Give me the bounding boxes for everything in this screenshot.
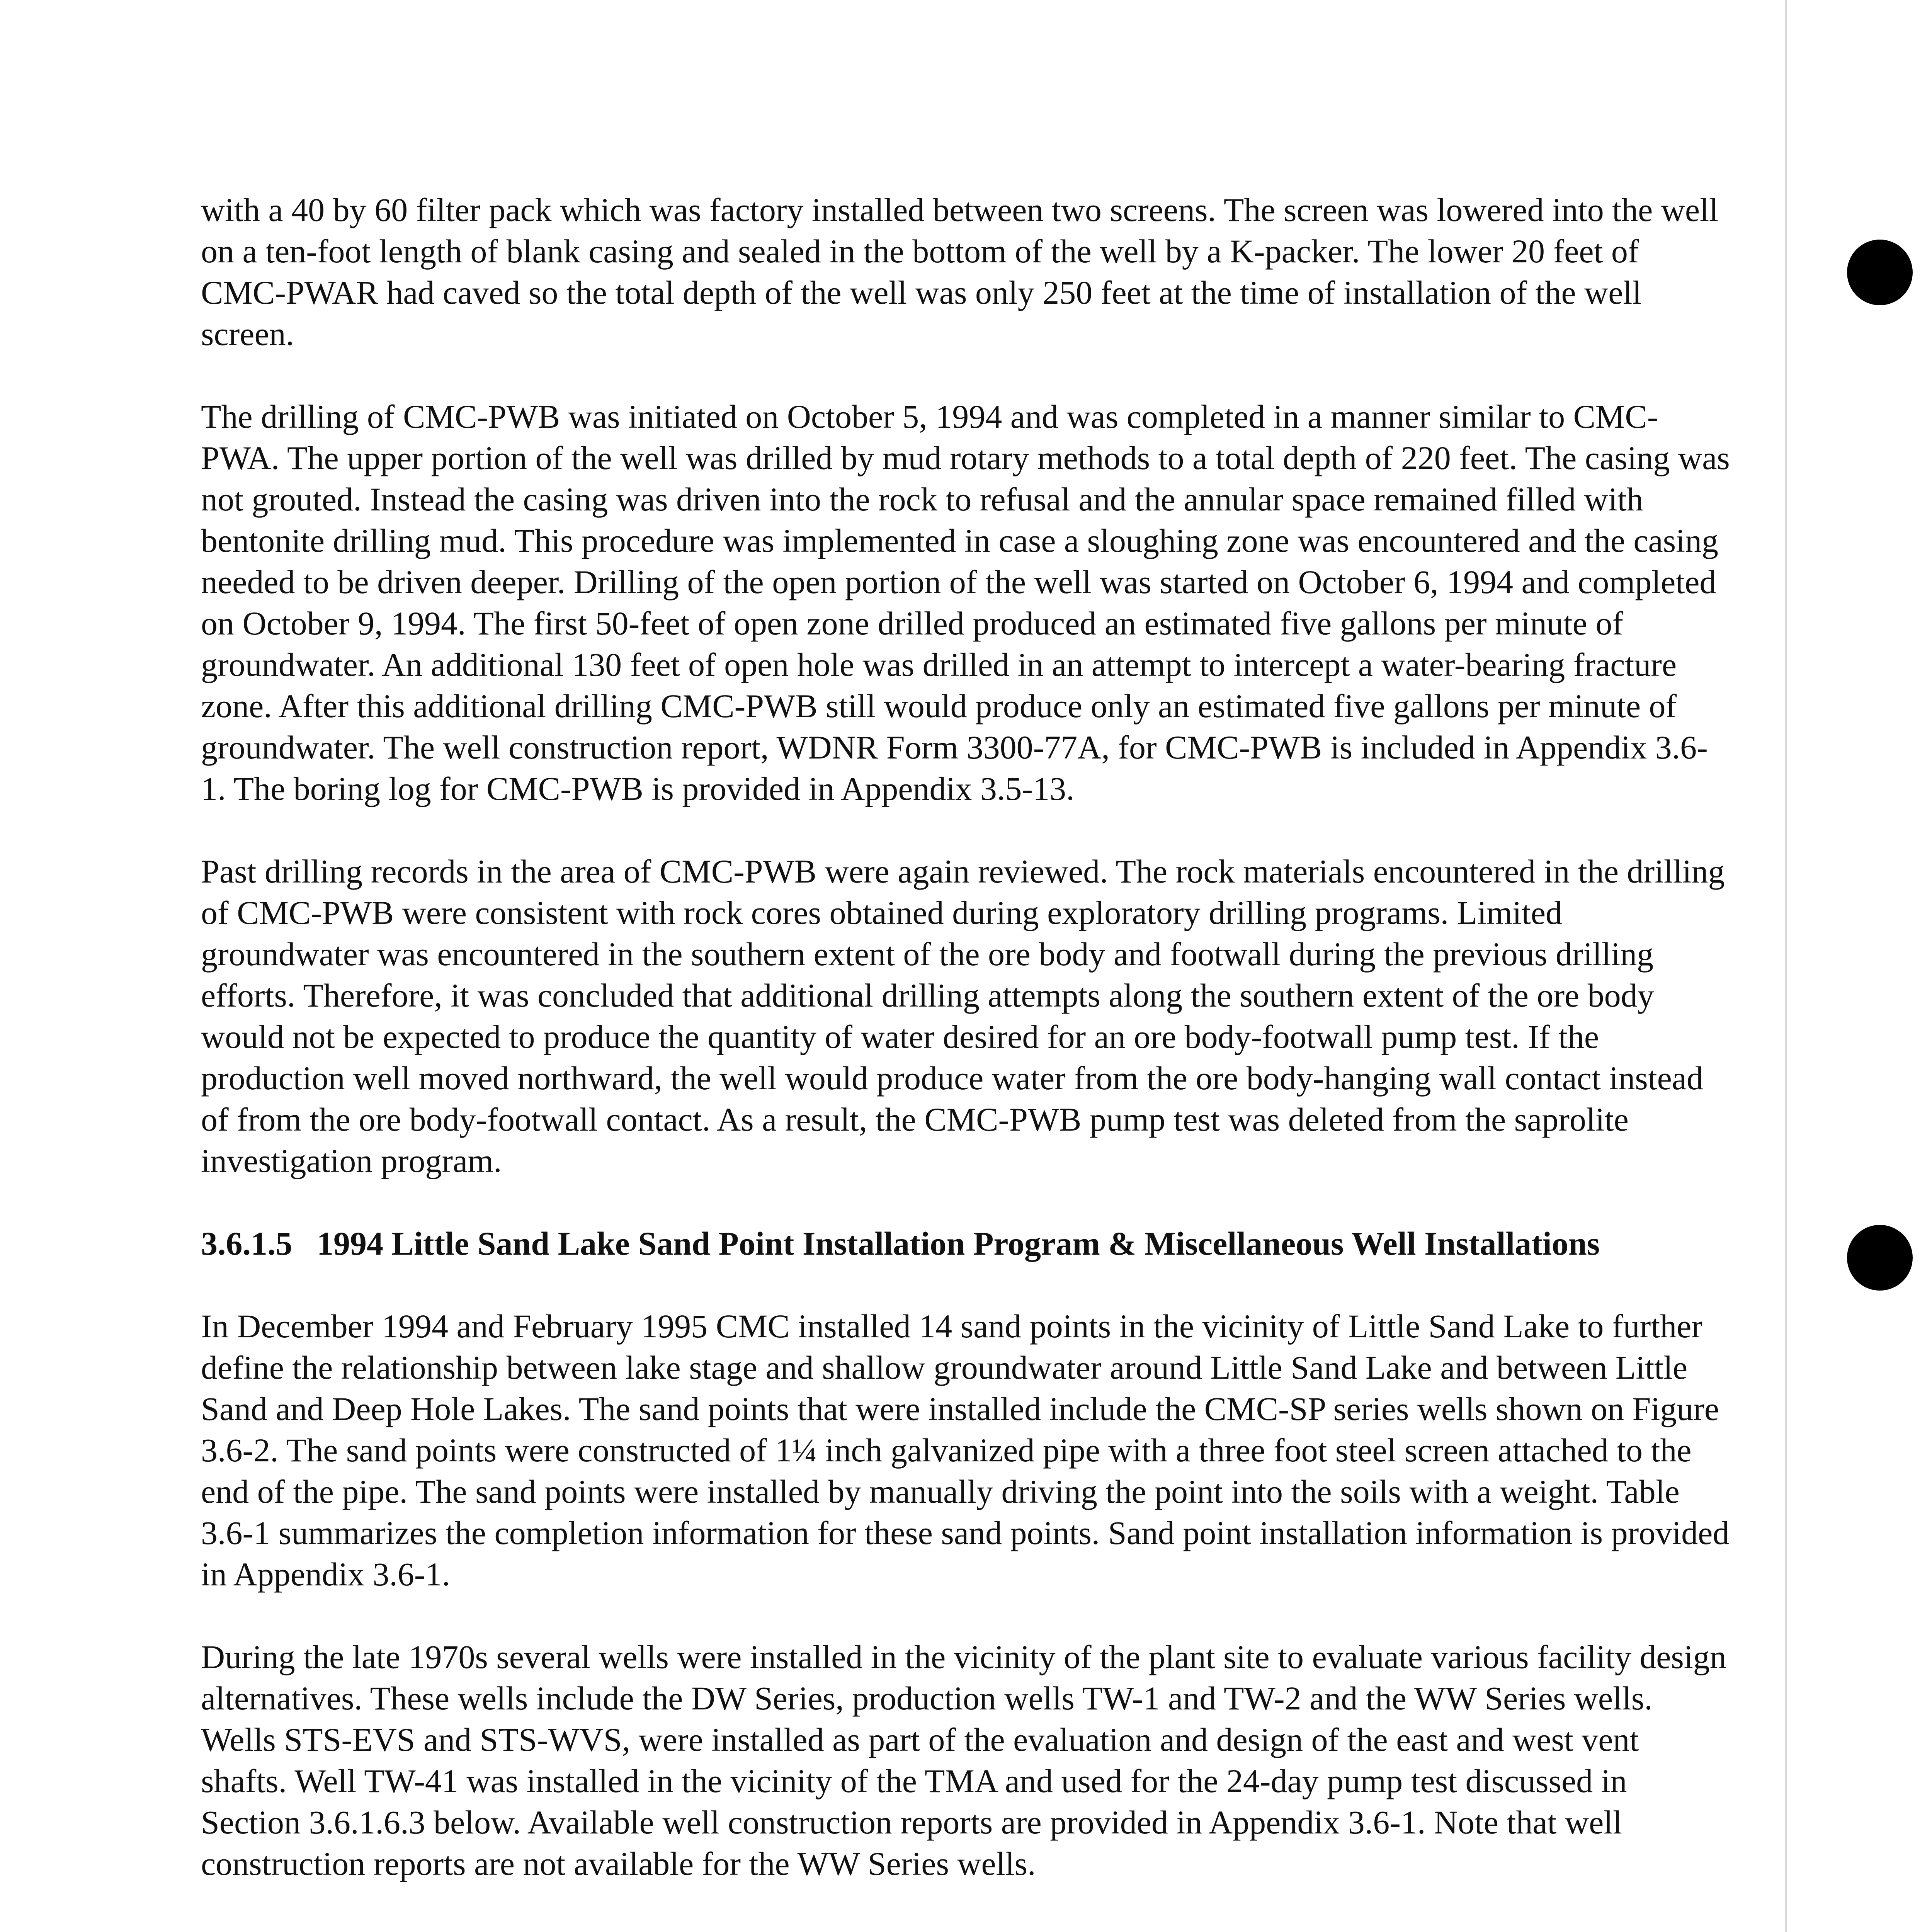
section-title: 1994 Little Sand Lake Sand Point Installation Program & Miscellaneous Well Installations: [317, 1225, 1600, 1262]
body-text: [201, 189, 1731, 1926]
paragraph-sand-points: In December 1994 and February 1995 CMC installed 14 sand points in the vicinity of Little Sand Lake to further define the relationship between lake stage and shallow groundwater around Little Sand Lake and between Little Sand and Deep Hole Lakes. The sand points that were installed include the CMC-SP series wells shown on Figure 3.6-2. The sand points were constructed of 1¼ inch galvanized pipe with a three foot steel screen attached to the end of the pipe. The sand points were installed by manually driving the point into the soils with a weight. Table 3.6-1 summarizes the completion information for these sand points. Sand point installation information is provided in Appendix 3.6-1.: [201, 1308, 1730, 1593]
section-heading: [201, 1223, 1731, 1264]
paragraph-filter-pack: with a 40 by 60 filter pack which was factory installed between two screens. The screen was lowered into the well on a ten-foot length of blank casing and sealed in the bottom of the well by a K-packer. The lower 20 feet of CMC-PWAR had caved so the total depth of the well was only 250 feet at the time of installation of the well screen.: [201, 191, 1718, 352]
section-number: 3.6.1.5: [201, 1225, 293, 1262]
paragraph-late-1970s-wells: During the late 1970s several wells were installed in the vicinity of the plant site to evaluate various facility design alternatives. These wells include the DW Series, production wells TW-1 and TW-2 and the WW Series wells. Wells STS-EVS and STS-WVS, were installed as part of the evaluation and design of the east and west vent shafts. Well TW-41 was installed in the vicinity of the TMA and used for the 24-day pump test discussed in Section 3.6.1.6.3 below. Available well construction reports are provided in Appendix 3.6-1. Note that well construction reports are not available for the WW Series wells.: [201, 1638, 1726, 1882]
binder-hole-middle: [1847, 1225, 1913, 1291]
paragraph-cmc-pwb-drilling: The drilling of CMC-PWB was initiated on October 5, 1994 and was completed in a manner similar to CMC-PWA. The upper portion of the well was drilled by mud rotary methods to a total depth of 220 feet. The casing was not grouted. Instead the casing was driven into the rock to refusal and the annular space remained filled with bentonite drilling mud. This procedure was implemented in case a sloughing zone was encountered and the casing needed to be driven deeper. Drilling of the open portion of the well was started on October 6, 1994 and completed on October 9, 1994. The first 50-feet of open zone drilled produced an estimated five gallons per minute of groundwater. An additional 130 feet of open hole was drilled in an attempt to intercept a water-bearing fracture zone. After this additional drilling CMC-PWB still would produce only an estimated five gallons per minute of groundwater. The well construction report, WDNR Form 3300-77A, for CMC-PWB is included in Appendix 3.6-1. The boring log for CMC-PWB is provided in Appendix 3.5-13.: [201, 398, 1730, 807]
binder-hole-top: [1847, 240, 1913, 305]
paragraph-drilling-records: Past drilling records in the area of CMC-PWB were again reviewed. The rock materials encountered in the drilling of CMC-PWB were consistent with rock cores obtained during exploratory drilling programs. Limited groundwater was encountered in the southern extent of the ore body and footwall during the previous drilling efforts. Therefore, it was concluded that additional drilling attempts along the southern extent of the ore body would not be expected to produce the quantity of water desired for an ore body-footwall pump test. If the production well moved northward, the well would produce water from the ore body-hanging wall contact instead of from the ore body-footwall contact. As a result, the CMC-PWB pump test was deleted from the saprolite investigation program.: [201, 853, 1725, 1179]
scan-edge-line: [1785, 0, 1787, 1932]
